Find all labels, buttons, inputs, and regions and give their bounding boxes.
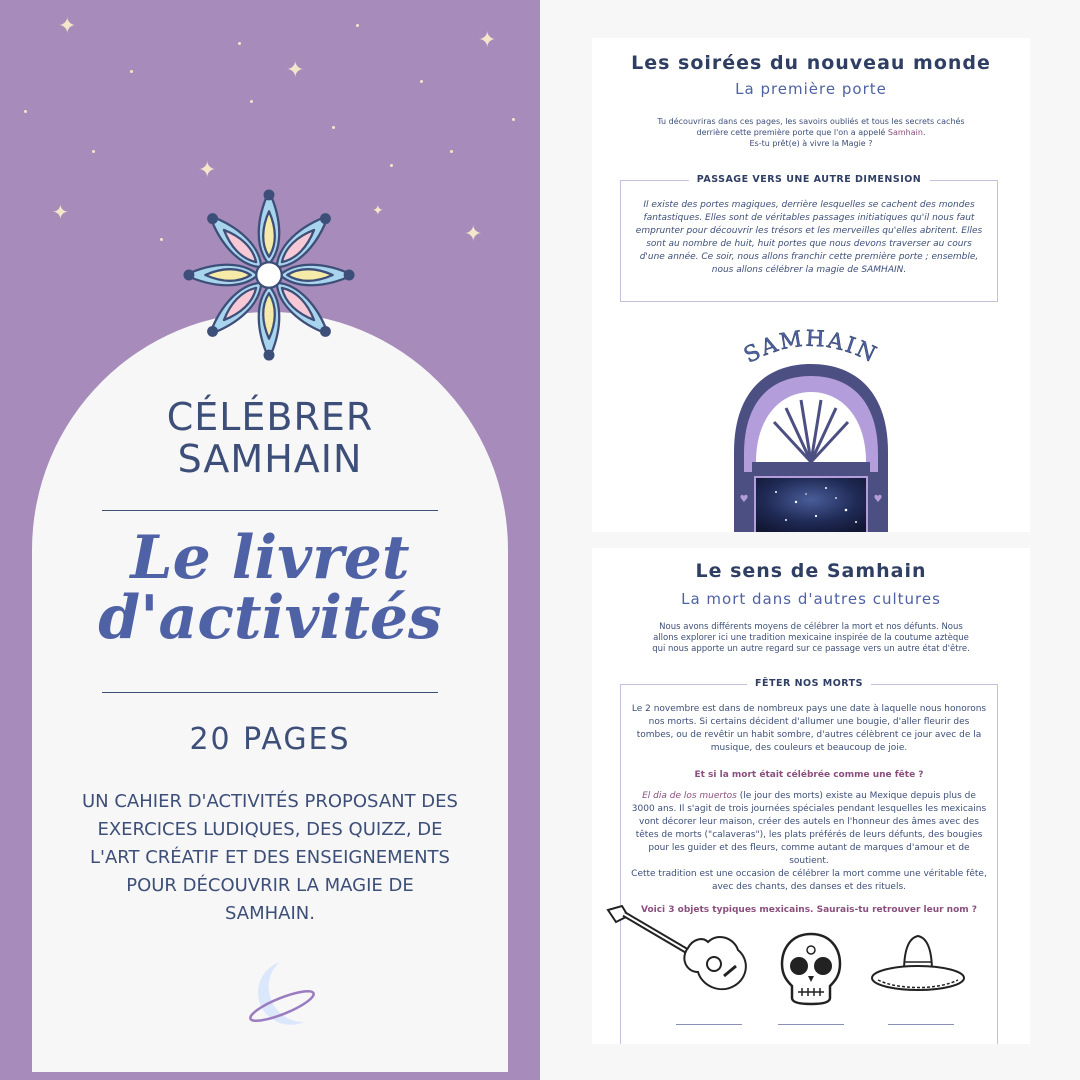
cover-title [32,396,508,480]
page2-question: Et si la mort était célébrée comme une fête ? [694,770,924,780]
sparkle-icon: ✦ [372,203,384,219]
mandala-icon [178,184,360,366]
cover-subtitle [32,523,508,653]
star-dot [130,70,133,73]
page2-para1: Le 2 novembre est dans de nombreux pays une date à laquelle nous honorons nos morts. Si certains décident d'allumer une bougie, d'aller fleurir des tombes, ou de revêtir un habit sombre, d'autres célèbrent ce jour avec de la musique, des couleurs et beaucoup de joie. [631,704,987,753]
divider [102,510,438,511]
page2-box-title: FÊTER NOS MORTS [747,678,871,689]
guitar-icon [606,902,756,998]
star-dot [390,164,393,167]
page-count: 20 PAGES [189,722,351,757]
page-preview-2 [592,548,1030,1044]
samhain-door-illustration [716,322,906,532]
cover-title-line1: CÉLÉBRER [166,395,374,439]
star-dot [92,150,95,153]
star-dot [332,126,335,129]
page1-title: Les soirées du nouveau monde [631,52,991,74]
page2-subtitle: La mort dans d'autres cultures [681,590,941,608]
answer-blank[interactable] [778,1024,844,1025]
star-dot [420,80,423,83]
sparkle-icon: ✦ [198,158,217,183]
page1-box-title: PASSAGE VERS UNE AUTRE DIMENSION [689,174,930,185]
star-dot [160,238,163,241]
star-dot [512,118,515,121]
star-dot [356,24,359,27]
sparkle-icon: ✦ [478,28,497,53]
page2-title: Le sens de Samhain [695,560,927,582]
cover-subtitle-line2: d'activités [98,583,442,653]
sparkle-icon: ✦ [286,58,305,83]
star-dot [238,42,241,45]
page1-intro: Tu découvriras dans ces pages, les savoirs oubliés et tous les secrets cachés derrière cette première porte que l'on a appelé Samhain. Es-tu prêt(e) à vivre la Magie ? [657,117,965,148]
sparkle-icon: ✦ [52,200,69,224]
sparkle-icon: ✦ [464,222,483,247]
page1-info-box [620,174,998,302]
moon-planet-icon [244,958,324,1034]
page1-box-text: Il existe des portes magiques, derrière lesquelles se cachent des mondes fantastiques. Elles sont de véritables passages initiatiques qu'il nous faut emprunter pour découvrir les trésors et les merveilles qu'elles abritent. Elles sont au nombre de huit, huit portes que nous devons traverser au cours d'une année. Ce soir, nous allons franchir cette première porte ; ensemble, nous allons célébrer la magie de SAMHAIN. [635,200,983,275]
page1-subtitle: La première porte [735,80,887,98]
page2-para3: Cette tradition est une occasion de célébrer la mort comme une véritable fête, avec des chants, des danses et des rituels. [631,869,987,892]
answer-blank[interactable] [676,1024,742,1025]
cover-title-line2: SAMHAIN [177,437,363,481]
samhain-highlight: Samhain [887,128,923,137]
skull-icon [778,932,844,1006]
page2-intro: Nous avons différents moyens de célébrer la mort et nos défunts. Nous allons explorer ici une tradition mexicaine inspirée de la coutume aztèque qui nous apporte un autre regard sur ce passage vers un autre état d'être. [652,622,970,654]
sombrero-icon [868,932,968,1004]
page2-para2: El dia de los muertos (le jour des morts) existe au Mexique depuis plus de 3000 ans. Il s'agit de trois journées spéciales pendant lesquelles les mexicains vont décorer leur maison, créer des autels en l'honneur des âmes avec des têtes de morts ("calaveras"), les plats préférés de leurs défunts, des bougies pour les guider et des fleurs, comme autant de marques d'amour et de soutient. [631,791,987,866]
cover-subtitle-line1: Le livret [130,523,410,593]
divider [102,692,438,693]
cover-description: UN CAHIER D'ACTIVITÉS PROPOSANT DES EXERCICES LUDIQUES, DES QUIZZ, DE L'ART CRÉATIF ET DES ENSEIGNEMENTS POUR DÉCOUVRIR LA MAGIE DE SAMHAIN. [82,791,458,924]
page2-quiz: Voici 3 objets typiques mexicains. Saurais-tu retrouver leur nom ? [640,905,978,915]
answer-blank[interactable] [888,1024,954,1025]
heart-icon: ♥ [873,494,883,505]
star-dot [450,150,453,153]
star-dot [250,100,253,103]
page-preview-1 [592,38,1030,532]
sparkle-icon: ✦ [58,14,77,39]
door-label: SAMHAIN [740,326,882,369]
heart-icon: ♥ [739,494,749,505]
star-dot [24,110,27,113]
